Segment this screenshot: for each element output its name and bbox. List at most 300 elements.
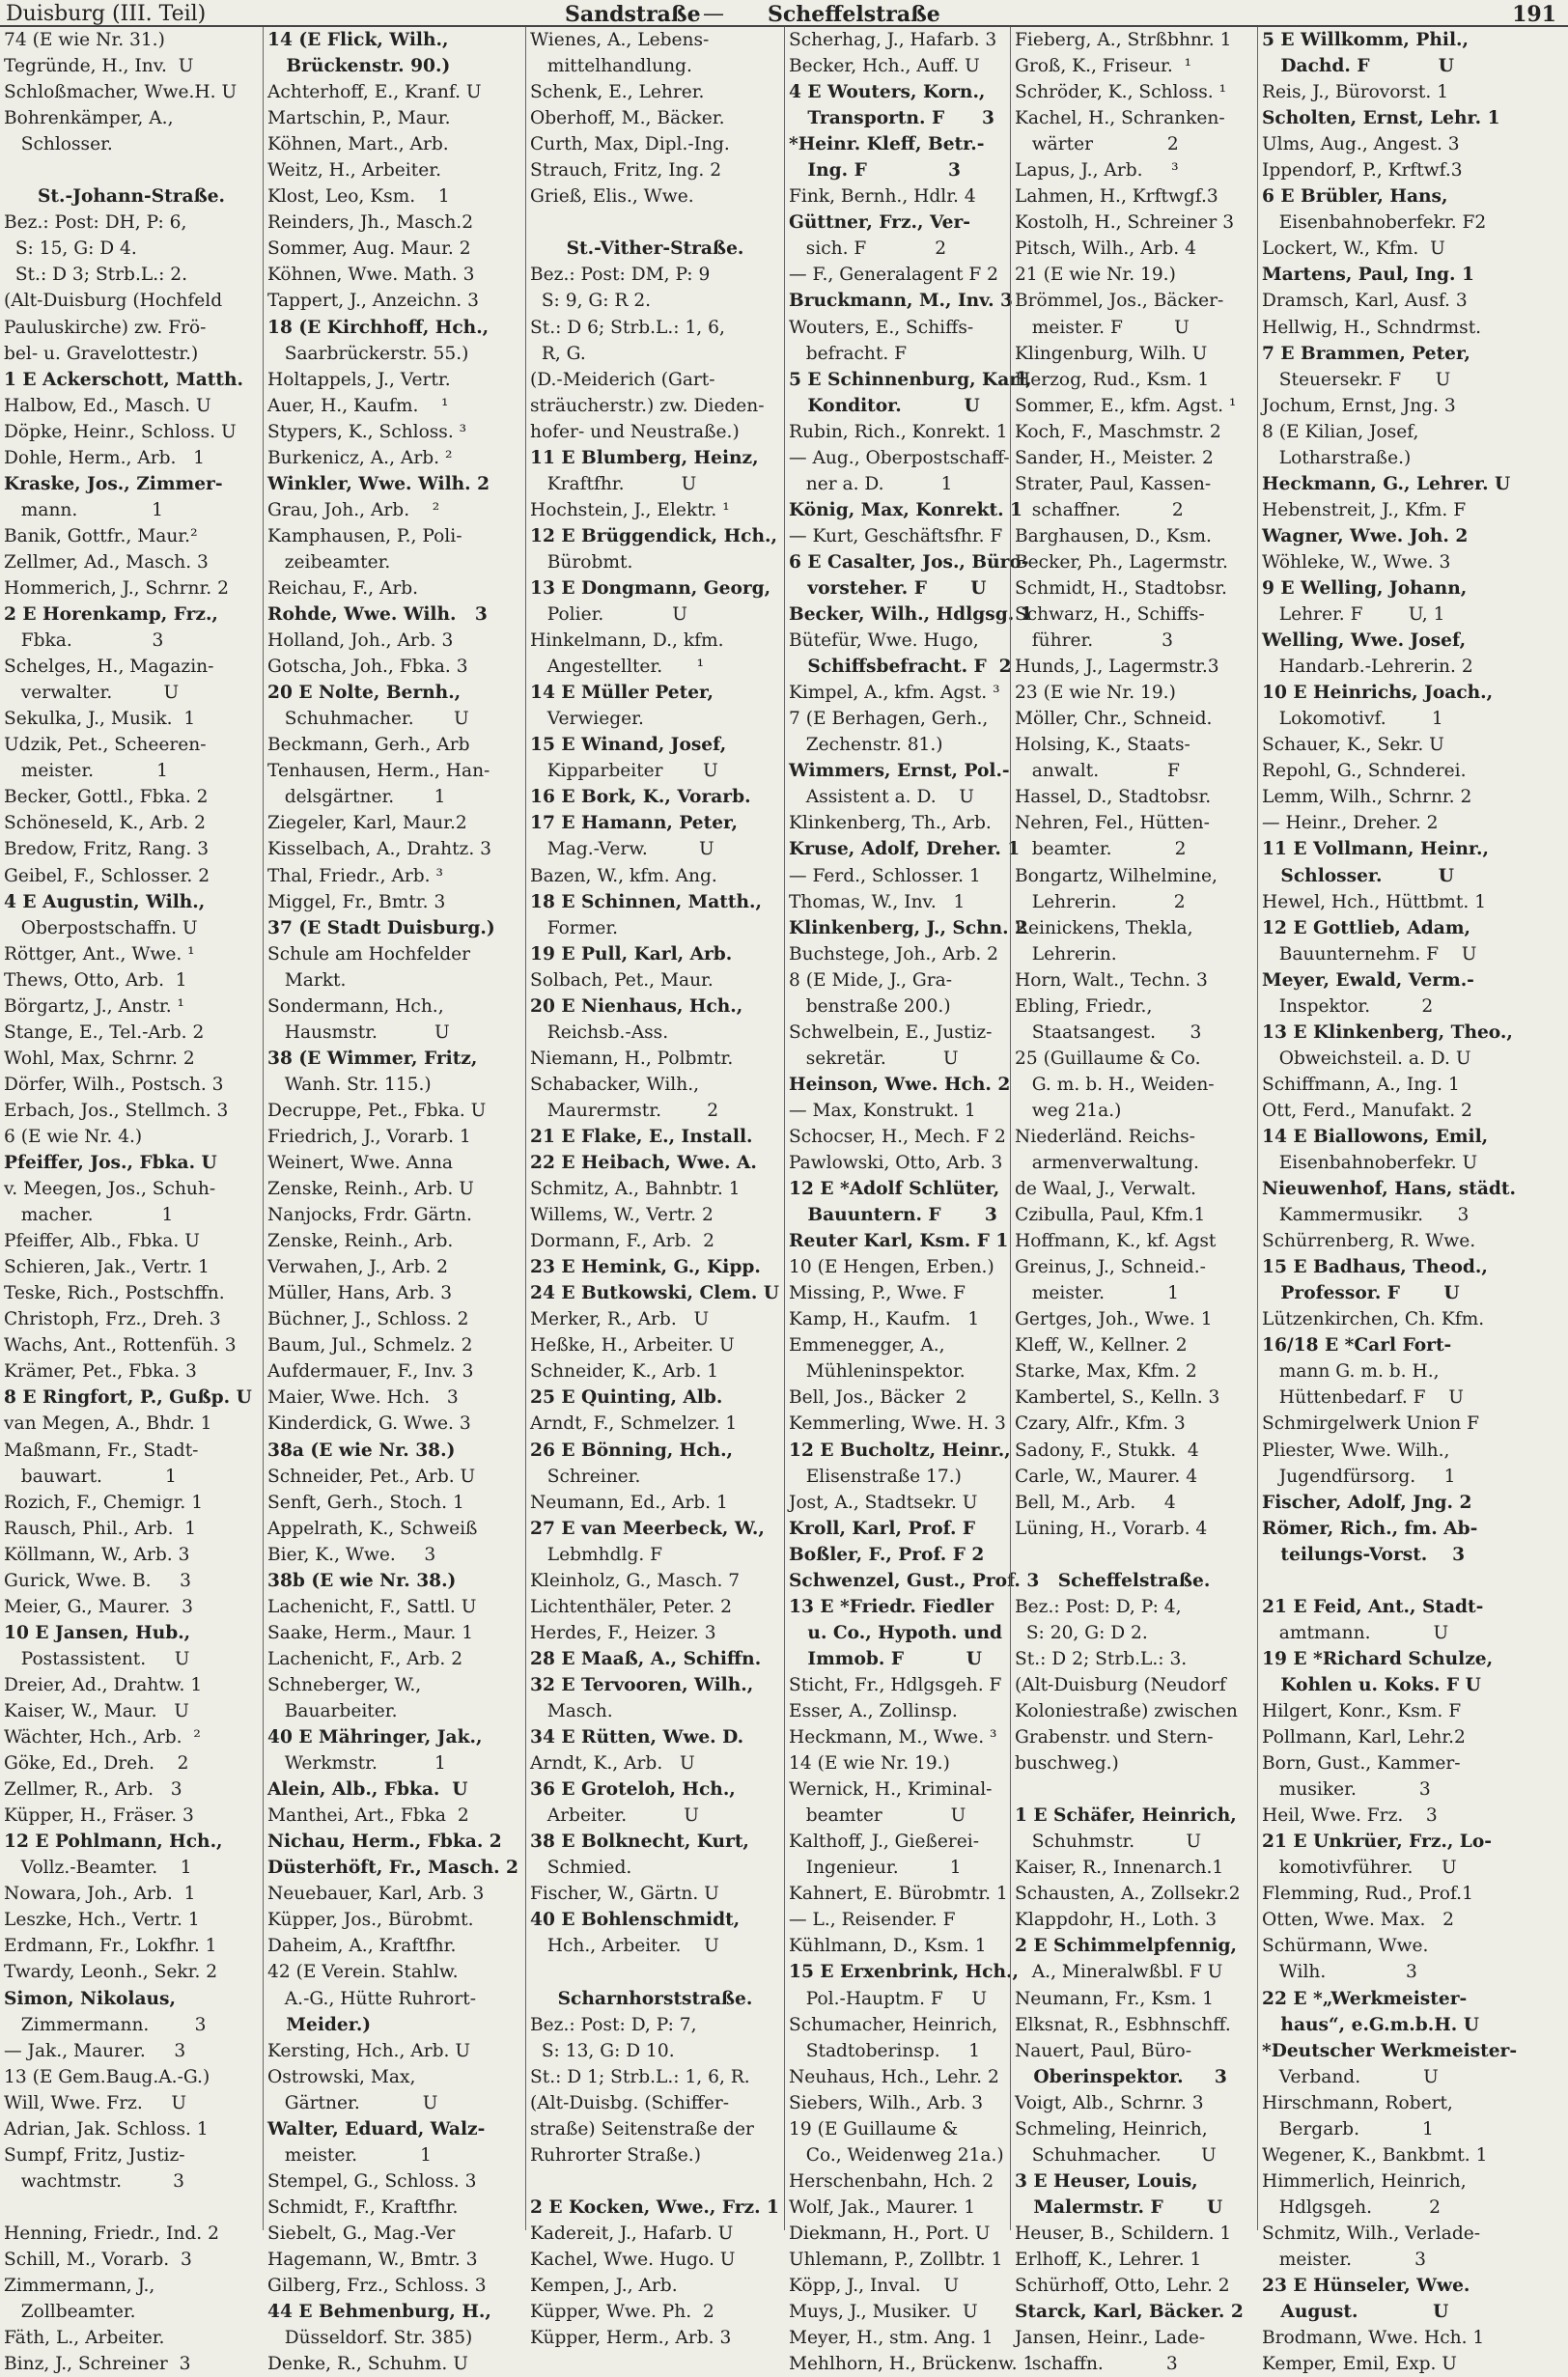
running-head-separator: — [703,2,724,26]
directory-entry-line: 21 (E wie Nr. 19.) [1015,265,1176,286]
directory-entry-line: Becker, Ph., Lagermstr. [1015,551,1228,573]
directory-entry-line: Dormann, F., Arb. 2 [530,1231,714,1252]
directory-entry-line: Göke, Ed., Dreh. 2 [4,1753,189,1775]
directory-entry-line: Kisselbach, A., Drahtz. 3 [267,839,492,860]
directory-entry-line: Missing, P., Wwe. F [789,1283,966,1304]
directory-entry-line: Scherhag, J., Hafarb. 3 [789,30,997,50]
directory-entry-line: Starck, Karl, Bäcker. 2 [1015,2302,1244,2323]
directory-entry-line: Hilgert, Konr., Ksm. F [1262,1701,1462,1721]
directory-entry-line [1262,1568,1564,1594]
directory-entry-line: Klinkenberg, Th., Arb. [789,813,992,834]
directory-entry-line: Brückenstr. 90.) [267,56,451,77]
directory-entry-line: 21 E Feid, Ant., Stadt- [1262,1596,1484,1617]
directory-entry-line: Zenske, Reinh., Arb. U [267,1179,474,1200]
directory-entry-line: v. Meegen, Jos., Schuh- [4,1179,216,1200]
directory-entry-line: Schneider, K., Arb. 1 [530,1361,719,1383]
directory-entry-line: Hdlgsgeh. 2 [1262,2196,1441,2218]
directory-entry-line: Rozich, F., Chemigr. 1 [4,1492,204,1513]
directory-entry-line: Jugendfürsorg. 1 [1262,1466,1456,1487]
directory-entry-line: vorsteher. F U [789,577,987,599]
directory-entry-line: Starke, Max, Kfm. 2 [1015,1361,1197,1383]
directory-entry-line: Holsing, K., Staats- [1015,735,1190,756]
directory-entry-line: Bez.: Post: DH, P: 6, [4,212,187,234]
directory-entry-line: Lützenkirchen, Ch. Kfm. [1262,1309,1485,1330]
page-header [0,0,1568,27]
directory-entry-line: weg 21a.) [1015,1100,1122,1121]
directory-entry-line: Kinderdick, G. Wwe. 3 [267,1413,471,1435]
directory-entry-line: Kimpel, A., kfm. Agst. ³ [789,683,1000,704]
directory-entry-line: Teske, Rich., Postschffn. [4,1283,225,1304]
directory-entry-line: Bohrenkämper, A., [4,108,174,129]
directory-entry-line: Groß, K., Friseur. ¹ [1015,56,1192,77]
directory-entry-line: zeibeamter. [267,551,391,573]
directory-entry-line: Tenhausen, Herm., Han- [267,761,490,782]
directory-entry-line: Ulms, Aug., Angest. 3 [1262,134,1460,155]
directory-entry-line: 8 (E Mide, J., Gra- [789,969,953,991]
directory-entry-line: Koloniestraße) zwischen [1015,1701,1238,1721]
directory-entry-line: Assistent a. D. U [789,787,974,808]
directory-entry-line: Polier. U [530,604,687,626]
directory-entry-line: Repohl, G., Schnderei. [1262,761,1467,782]
directory-entry-line: Lebmhdlg. F [530,1544,663,1565]
directory-entry-line: Schiffmann, A., Ing. 1 [1262,1074,1460,1095]
directory-entry-line: meister. 1 [267,2144,432,2166]
directory-entry-line: sekretär. U [789,1048,959,1069]
directory-entry-line: 3 E Heuser, Louis, [1015,2170,1198,2192]
directory-entry-line: amtmann. U [1262,1622,1449,1643]
directory-entry-line: 23 E Hemink, G., Kipp. [530,1257,761,1278]
directory-entry-line: 6 E Brübler, Hans, [1262,186,1448,208]
directory-entry-line: beamter U [789,1805,966,1827]
directory-entry-line: Nowara, Joh., Arb. 1 [4,1884,196,1905]
directory-entry-line: Düsterhöft, Fr., Masch. 2 [267,1858,518,1879]
directory-entry-line: Appelrath, K., Schweiß [267,1518,478,1539]
directory-entry-line: Nanjocks, Frdr. Gärtn. [267,1205,472,1226]
directory-entry-line: Ippendorf, P., Krftwf.3 [1262,160,1463,182]
directory-entry-line: Staatsangest. 3 [1015,1021,1202,1043]
directory-entry-line: Bauarbeiter. [267,1701,398,1721]
directory-entry-line: Kohlen u. Koks. F U [1262,1674,1481,1695]
directory-entry-line: St.: D 1; Strb.L.: 1, 6, R. [530,2066,750,2087]
directory-entry-line: Manthei, Art., Fbka 2 [267,1805,469,1827]
directory-entry-line: St.: D 6; Strb.L.: 1, 6, [530,317,725,338]
directory-entry-line: Zechenstr. 81.) [789,735,943,756]
directory-entry-line: 38a (E wie Nr. 38.) [267,1440,456,1461]
directory-entry-line: Buchstege, Joh., Arb. 2 [789,943,998,965]
directory-entry-line: Küpper, Jos., Bürobmt. [267,1910,474,1931]
street-heading: Scharnhorststraße. [557,1988,753,2009]
directory-entry-line: *Deutscher Werkmeister- [1262,2040,1518,2061]
directory-entry-line: Hüttenbedarf. F U [1262,1387,1464,1409]
directory-entry-line: 6 (E wie Nr. 4.) [4,1126,143,1147]
directory-entry-line: 21 E Unkrüer, Frz., Lo- [1262,1832,1492,1853]
directory-entry-line: Former. [530,917,619,938]
directory-entry-line: — Heinr., Dreher. 2 [1262,813,1439,834]
directory-entry-line: Markt. [267,969,347,991]
directory-entry-line: Sadony, F., Stukk. 4 [1015,1440,1199,1461]
directory-entry-line: Tegründe, H., Inv. U [4,56,194,77]
directory-entry-line: komotivführer. U [1262,1858,1457,1879]
column-4 [784,27,1040,2375]
directory-entry-line: Heil, Wwe. Frz. 3 [1262,1805,1438,1827]
directory-entry-line: Esser, A., Zollinsp. [789,1701,958,1721]
directory-entry-line: Welling, Wwe. Josef, [1262,630,1467,652]
directory-entry-line: sträucherstr.) zw. Dieden- [530,395,765,416]
directory-entry-line: Verwahen, J., Arb. 2 [267,1257,448,1278]
directory-entry-line: 13 (E Gem.Baug.A.-G.) [4,2066,210,2087]
directory-entry-line: Kachel, Wwe. Hugo. U [530,2249,736,2270]
directory-entry-line: Brodmann, Wwe. Hch. 1 [1262,2328,1485,2349]
directory-entry-line: Zellmer, R., Arb. 3 [4,1779,182,1801]
directory-entry-line: anwalt. F [1015,761,1180,782]
directory-entry-line: Rubin, Rich., Konrekt. 1 [789,421,1008,442]
directory-entry-line: Schmidt, H., Stadtobsr. [1015,577,1227,599]
directory-entry-line: Schmied. [530,1858,632,1879]
directory-entry-line: Holland, Joh., Arb. 3 [267,630,454,652]
directory-entry-line: Lokomotivf. 1 [1262,709,1443,730]
directory-entry-line: 28 E Maaß, A., Schiffn. [530,1648,762,1669]
directory-entry-line: Hausmstr. U [267,1021,450,1043]
directory-entry-line [530,2168,780,2195]
directory-entry-line: Schürhoff, Otto, Lehr. 2 [1015,2276,1230,2297]
directory-entry-line: Schauer, K., Sekr. U [1262,735,1444,756]
directory-entry-line: S: 15, G: D 4. [4,238,137,260]
directory-entry-line: Klingenburg, Wilh. U [1015,343,1208,364]
directory-entry-line: Binz, J., Schreiner 3 [4,2354,191,2375]
directory-entry-line: Fischer, W., Gärtn. U [530,1884,719,1905]
directory-entry-line: Schieren, Jak., Vertr. 1 [4,1257,210,1278]
directory-entry-line: Herdes, F., Heizer. 3 [530,1622,716,1643]
directory-entry-line: Bruckmann, M., Inv. 3 [789,291,1013,312]
directory-entry-line: 11 E Blumberg, Heinz, [530,447,759,468]
directory-entry-line: Heckmann, G., Lehrer. U [1262,473,1511,494]
directory-entry-line: Köpp, J., Inval. U [789,2276,960,2297]
directory-entry-line: Kühlmann, D., Ksm. 1 [789,1936,987,1957]
directory-entry-line: Küpper, Wwe. Ph. 2 [530,2302,714,2323]
directory-entry-line: 10 E Heinrichs, Joach., [1262,683,1494,704]
directory-entry-line: Henning, Friedr., Ind. 2 [4,2223,219,2244]
directory-entry-line: Herzog, Rud., Ksm. 1 [1015,369,1210,390]
directory-entry-line: Stypers, K., Schloss. ³ [267,421,467,442]
directory-entry-line: Sander, H., Meister. 2 [1015,447,1214,468]
directory-entry-line: Thomas, W., Inv. 1 [789,891,966,912]
directory-entry-line: haus“, e.G.m.b.H. U [1262,2014,1479,2035]
directory-entry-line: Lichtenthäler, Peter. 2 [530,1596,732,1617]
directory-entry-line: Schürmann, Wwe. [1262,1936,1429,1957]
street-heading: St.-Vither-Straße. [566,238,744,260]
directory-entry-line: — Ferd., Schlosser. 1 [789,865,981,886]
directory-entry-line: benstraße 200.) [789,995,951,1017]
directory-entry-line: 14 (E Flick, Wilh., [267,30,449,50]
directory-entry-line: Himmerlich, Heinrich, [1262,2170,1467,2192]
directory-entry-line: 13 E Dongmann, Georg, [530,577,771,599]
directory-entry-line: Wagner, Wwe. Joh. 2 [1262,525,1469,546]
directory-entry-line: 4 E Augustin, Wilh., [4,891,206,912]
directory-entry-line: delsgärtner. 1 [267,787,446,808]
directory-entry-line: Hagemann, W., Bmtr. 3 [267,2249,478,2270]
directory-entry-line: Hoffmann, K., kf. Agst [1015,1231,1217,1252]
directory-entry-line: Solbach, Pet., Maur. [530,969,714,991]
directory-entry-line: Bez.: Post: DM, P: 9 [530,265,711,286]
directory-entry-line: Ruhrorter Straße.) [530,2144,701,2166]
directory-entry-line: Bazen, W., kfm. Ang. [530,865,717,886]
directory-entry-line: Wolf, Jak., Maurer. 1 [789,2196,976,2218]
directory-entry-line: Ingenieur. 1 [789,1858,962,1879]
directory-entry-line: Kammermusikr. 3 [1262,1205,1470,1226]
directory-entry-line: Tappert, J., Anzeichn. 3 [267,291,479,312]
directory-entry-line: Uhlemann, P., Zollbtr. 1 [789,2249,1003,2270]
directory-entry-line: Emmenegger, A., [789,1335,945,1356]
directory-entry-line: Kleinholz, G., Masch. 7 [530,1570,741,1591]
directory-entry-line: meister. F U [1015,317,1190,338]
directory-entry-line: Kadereit, J., Hafarb. U [530,2223,734,2244]
directory-entry-line: *Heinr. Kleff, Betr.- [789,134,985,155]
directory-entry-line: Klappdohr, H., Loth. 3 [1015,1910,1218,1931]
directory-entry-line: Müller, Hans, Arb. 3 [267,1283,453,1304]
directory-entry-line: Schabacker, Wilh., [530,1074,700,1095]
directory-entry-line: Thews, Otto, Arb. 1 [4,969,187,991]
directory-entry-line: Thal, Friedr., Arb. ³ [267,865,443,886]
directory-entry-line: Sticht, Fr., Hdlgsgeh. F [789,1674,1002,1695]
directory-entry-line: mann. 1 [4,499,163,520]
directory-entry-line: meister. 3 [1262,2249,1426,2270]
directory-entry-line: Gertges, Joh., Wwe. 1 [1015,1309,1213,1330]
directory-entry-line: Bez.: Post: D, P: 4, [1015,1596,1182,1617]
directory-entry-line: Reinders, Jh., Masch.2 [267,212,474,234]
directory-entry-line: 7 E Brammen, Peter, [1262,343,1470,364]
directory-entry-line: 9 E Welling, Johann, [1262,577,1468,599]
directory-entry-line: Nehren, Fel., Hütten- [1015,813,1210,834]
directory-entry-line: Heßke, H., Arbeiter. U [530,1335,735,1356]
directory-entry-line: Wächter, Hch., Arb. ² [4,1727,201,1748]
directory-entry-line: u. Co., Hypoth. und [789,1622,1003,1643]
directory-entry-line: Schmitz, Wilh., Verlade- [1262,2223,1481,2244]
directory-entry-line: Carle, W., Maurer. 4 [1015,1466,1198,1487]
directory-entry-line: Kahnert, E. Bürobmtr. 1 [789,1884,1008,1905]
directory-entry-line: Obweichsteil. a. D. U [1262,1048,1471,1069]
directory-entry-line: Fischer, Adolf, Jng. 2 [1262,1492,1472,1513]
directory-entry-line: Kraske, Jos., Zimmer- [4,473,223,494]
directory-entry-line: Transportn. F 3 [789,108,994,129]
directory-columns [0,27,1568,2375]
directory-entry-line: St.: D 2; Strb.L.: 3. [1015,1648,1188,1669]
directory-entry-line: Wöhleke, W., Wwe. 3 [1262,551,1451,573]
running-head-street-to: Scheffelstraße [768,2,940,27]
directory-entry-line [530,210,780,236]
directory-entry-line: Lachenicht, F., Sattl. U [267,1596,477,1617]
directory-entry-line: 16 E Bork, K., Vorarb. [530,787,751,808]
directory-entry-line [1015,1776,1253,1803]
directory-entry-line: Hebenstreit, J., Kfm. F [1262,499,1467,520]
directory-entry-line: 32 E Tervooren, Wilh., [530,1674,754,1695]
directory-entry-line: Kaiser, W., Maur. U [4,1701,189,1721]
directory-entry-line: Sommer, Aug. Maur. 2 [267,238,471,260]
directory-entry-line: Eisenbahnoberfekr. U [1262,1153,1478,1174]
directory-entry-line: beamter. 2 [1015,839,1187,860]
directory-entry-line: 22 E *„Werkmeister- [1262,1988,1468,2009]
directory-entry-line: meister. 1 [1015,1283,1179,1304]
directory-entry-line: bel- u. Gravelottestr.) [4,343,199,364]
directory-entry-line: Köhnen, Mart., Arb. [267,134,449,155]
directory-entry-line: Steuersekr. F U [1262,369,1451,390]
directory-entry-line: bauwart. 1 [4,1466,177,1487]
directory-entry-line: Kostolh, H., Schreiner 3 [1015,212,1235,234]
directory-entry-line: (Alt-Duisburg (Hochfeld [4,291,223,312]
directory-entry-line: — Jak., Maurer. 3 [4,2040,186,2061]
directory-entry-line: Elisenstraße 17.) [789,1466,962,1487]
directory-entry-line: Masch. [530,1701,613,1721]
directory-entry-line: Sondermann, Hch., [267,995,444,1017]
directory-entry-line: Immob. F U [789,1648,982,1669]
directory-entry-line: Fieberg, A., Strßbhnr. 1 [1015,30,1232,50]
directory-entry-line: Ziegeler, Karl, Maur.2 [267,813,467,834]
directory-entry-line: 10 E Jansen, Hub., [4,1622,191,1643]
directory-entry-line: musiker. 3 [1262,1779,1431,1801]
directory-entry-line: Küpper, H., Fräser. 3 [4,1805,194,1827]
directory-entry-line: 21 E Flake, E., Install. [530,1126,753,1147]
directory-entry-line: Sommer, E., kfm. Agst. ¹ [1015,395,1237,416]
directory-entry-line: Grieß, Elis., Wwe. [530,186,694,208]
directory-entry-line: Lachenicht, F., Arb. 2 [267,1648,463,1669]
directory-entry-line: Kempen, J., Arb. [530,2276,678,2297]
directory-entry-line: Becker, Gottl., Fbka. 2 [4,787,209,808]
directory-entry-line: Bier, K., Wwe. 3 [267,1544,436,1565]
directory-entry-line: 20 E Nolte, Bernh., [267,683,462,704]
directory-entry-line: Kachel, H., Schranken- [1015,108,1225,129]
directory-entry-line: sich. F 2 [789,238,947,260]
directory-entry-line: Dohle, Herm., Arb. 1 [4,447,206,468]
directory-entry-line: Stempel, G., Schloss. 3 [267,2170,477,2192]
directory-entry-line: 38b (E wie Nr. 38.) [267,1570,457,1591]
directory-entry-line: Stadtoberinsp. 1 [789,2040,981,2061]
directory-entry-line: — Kurt, Geschäftsfhr. F [789,525,1003,546]
directory-entry-line: Handarb.-Lehrerin. 2 [1262,657,1473,678]
directory-entry-line: 18 E Schinnen, Matth., [530,891,762,912]
directory-entry-line: Co., Weidenweg 21a.) [789,2144,1004,2166]
directory-entry-line: Grabenstr. und Stern- [1015,1727,1214,1748]
directory-entry-line: Dörfer, Wilh., Postsch. 3 [4,1074,224,1095]
directory-entry-line: Simon, Nikolaus, [4,1988,176,2009]
directory-entry-line: Hch., Arbeiter. U [530,1936,719,1957]
directory-entry-line: Will, Wwe. Frz. U [4,2092,187,2113]
directory-entry-line: wärter 2 [1015,134,1179,155]
directory-entry-line: Wohl, Max, Schrnr. 2 [4,1048,195,1069]
directory-entry-line: Sumpf, Fritz, Justiz- [4,2144,185,2166]
directory-entry-line: Nieuwenhof, Hans, städt. [1262,1179,1516,1200]
directory-entry-line: Kamphausen, P., Poli- [267,525,462,546]
directory-entry-line: Wienes, A., Lebens- [530,30,710,50]
directory-entry-line: schaffner. 2 [1015,499,1184,520]
directory-entry-line: Maier, Wwe. Hch. 3 [267,1387,459,1409]
directory-entry-line: 1 E Ackerschott, Matth. [4,369,243,390]
directory-entry-line: 40 E Bohlenschmidt, [530,1910,741,1931]
directory-entry-line: Elksnat, R., Esbhnschff. [1015,2014,1231,2035]
directory-entry-line: Meier, G., Maurer. 3 [4,1596,193,1617]
directory-entry-line: Udzik, Pet., Scheeren- [4,735,207,756]
directory-entry-line: befracht. F [789,343,908,364]
directory-entry-line: Adrian, Jak. Schloss. 1 [4,2118,209,2139]
directory-entry-line: Erlhoff, K., Lehrer. 1 [1015,2249,1202,2270]
directory-entry-line: Bredow, Fritz, Rang. 3 [4,839,210,860]
directory-entry-line: 17 E Hamann, Peter, [530,813,738,834]
directory-entry-line: Flemming, Rud., Prof.1 [1262,1884,1473,1905]
directory-entry-line: Kersting, Hch., Arb. U [267,2040,470,2061]
directory-entry-line: 19 E Pull, Karl, Arb. [530,943,733,965]
directory-entry-line: Aufdermauer, F., Inv. 3 [267,1361,474,1383]
directory-entry-line: König, Max, Konrekt. 1 [789,499,1022,520]
directory-entry-line: Oberpostschaffn. U [4,917,198,938]
directory-entry-line: Schwelbein, E., Justiz- [789,1021,993,1043]
directory-entry-line: Arndt, K., Arb. U [530,1753,695,1775]
directory-entry-line: Verwieger. [530,709,644,730]
directory-entry-line: Kruse, Adolf, Dreher. 1 [789,839,1021,860]
directory-entry-line: Angestellter. ¹ [530,657,705,678]
directory-entry-line: Kroll, Karl, Prof. F [789,1518,976,1539]
directory-entry-line: Bell, M., Arb. 4 [1015,1492,1176,1513]
directory-entry-line: Dachd. F U [1262,56,1455,77]
directory-entry-line: (Alt-Duisbg. (Schiffer- [530,2092,730,2113]
directory-entry-line: 4 E Wouters, Korn., [789,82,986,103]
directory-entry-line [1015,1542,1253,1568]
directory-entry-line: 23 (E wie Nr. 19.) [1015,683,1176,704]
directory-entry-line: Gurick, Wwe. B. 3 [4,1570,191,1591]
directory-entry-line: Schloßmacher, Wwe.H. U [4,82,238,103]
directory-entry-line: 15 E Winand, Josef, [530,735,727,756]
directory-entry-line: Schelges, H., Magazin- [4,657,214,678]
directory-entry-line: Schröder, K., Schloss. ¹ [1015,82,1227,103]
directory-entry-line: 42 (E Verein. Stahlw. [267,1962,459,1983]
directory-entry-line: Lehrerin. [1015,943,1117,965]
directory-entry-line: Jansen, Heinr., Lade- [1015,2328,1206,2349]
directory-entry-line: Wimmers, Ernst, Pol.- [789,761,1010,782]
directory-entry-line [4,157,259,183]
directory-entry-line: Schill, M., Vorarb. 3 [4,2249,192,2270]
directory-entry-line: Lapus, J., Arb. ³ [1015,160,1179,182]
directory-entry-line: Rohde, Wwe. Wilh. 3 [267,604,488,626]
directory-entry-line: Reichsb.-Ass. [530,1021,669,1043]
directory-entry-line: Saake, Herm., Maur. 1 [267,1622,474,1643]
directory-entry-line: Hochstein, J., Elektr. ¹ [530,499,730,520]
directory-entry-line: Pol.-Hauptm. F U [789,1988,988,2009]
directory-entry-line: Halbow, Ed., Masch. U [4,395,211,416]
directory-entry-line: Schuhmacher. U [1015,2144,1217,2166]
directory-entry-line: 18 (E Kirchhoff, Hch., [267,317,490,338]
column-3 [525,27,784,2349]
directory-entry-line: Gilberg, Frz., Schloss. 3 [267,2276,487,2297]
directory-entry-line: Mehlhorn, H., Brückenw. 1 [789,2354,1035,2375]
directory-entry-line: 34 E Rütten, Wwe. D. [530,1727,744,1748]
directory-entry-line: Strater, Paul, Kassen- [1015,473,1212,494]
directory-entry-line: Reis, J., Bürovorst. 1 [1262,82,1449,103]
page-number: 191 [1512,2,1556,27]
directory-entry-line: armenverwaltung. [1015,1153,1199,1174]
directory-entry-line: 20 E Nienhaus, Hch., [530,995,743,1017]
directory-entry-line: Zellmer, Ad., Masch. 3 [4,551,209,573]
directory-entry-line: Lehrerin. 2 [1015,891,1186,912]
directory-entry-line: Twardy, Leonh., Sekr. 2 [4,1962,218,1983]
directory-entry-line: 13 E Klinkenberg, Theo., [1262,1021,1513,1043]
directory-entry-line: 38 E Bolknecht, Kurt, [530,1832,749,1853]
directory-entry-line: Wanh. Str. 115.) [267,1074,432,1095]
directory-entry-line: Klinkenberg, J., Schn. 2 [789,917,1028,938]
directory-entry-line: Lockert, W., Kfm. U [1262,238,1445,260]
directory-entry-line: Ing. F 3 [789,160,961,182]
directory-entry-line: Czibulla, Paul, Kfm.1 [1015,1205,1206,1226]
directory-entry-line: Röttger, Ant., Wwe. ¹ [4,943,195,965]
directory-entry-line: Schneider, Pet., Arb. U [267,1466,476,1487]
directory-entry-line: Senft, Gerh., Stoch. 1 [267,1492,464,1513]
directory-entry-line: teilungs-Vorst. 3 [1262,1544,1466,1565]
